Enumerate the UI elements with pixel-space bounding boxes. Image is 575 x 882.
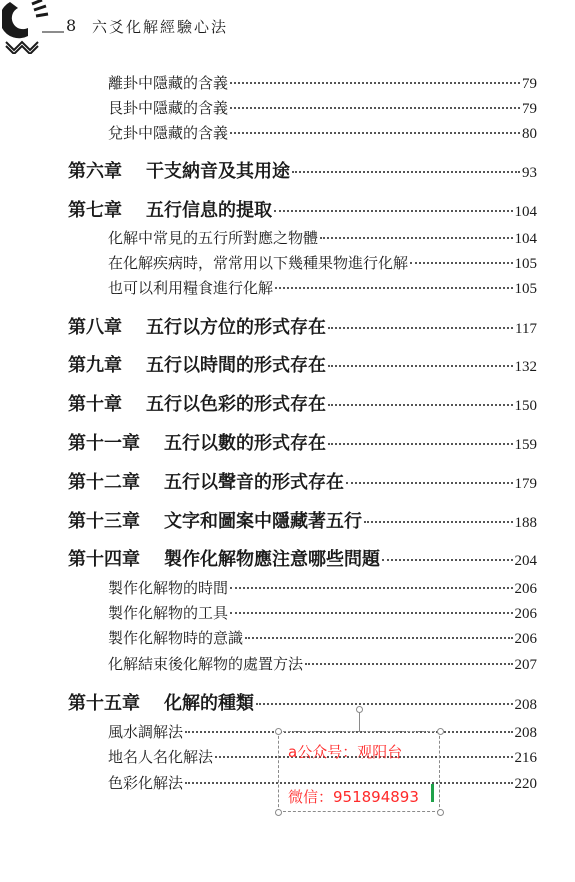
leader-dots [230,131,520,134]
chapter-number: 第六章 [68,161,122,182]
rotation-handle[interactable] [356,706,363,713]
toc-page-number: 206 [514,631,537,647]
watermark-account-text[interactable]: a公众号：观阳台 [288,743,403,761]
toc-page-number: 93 [522,165,537,181]
toc-chapter [68,313,537,339]
toc-entry-title: 化解中常見的五行所對應之物體 [108,229,319,247]
leader-dots [305,662,512,665]
resize-handle-bottom-right[interactable] [437,809,444,816]
toc-page-number: 117 [515,321,537,337]
toc-page-number: 207 [514,657,537,673]
toc-page-number: 79 [522,76,537,92]
toc-chapter [68,545,537,571]
chapter-number: 第七章 [68,200,122,221]
toc-page-number: 206 [514,581,537,597]
toc-chapter [68,429,537,455]
toc-chapter [68,507,537,533]
toc-entry [108,277,537,298]
leader-dots [328,442,513,445]
toc-entry [108,227,537,248]
leader-dots [256,702,513,705]
toc-page-number: 206 [514,606,537,622]
toc-chapter [68,157,537,183]
toc-chapter [68,390,537,416]
chapter-number: 第十章 [68,394,122,415]
chapter-title: 五行以色彩的形式存在 [146,394,326,415]
toc-entry [108,653,537,674]
toc-page-number: 204 [514,553,537,569]
chapter-title: 五行以時間的形式存在 [146,355,326,376]
toc-page-number: 188 [514,515,537,531]
toc-page-number: 208 [514,697,537,713]
toc-chapter [68,351,537,377]
toc-page-number: 159 [514,437,537,453]
leader-dots [328,364,513,367]
leader-dots [320,236,512,239]
text-caret [431,784,434,802]
leader-dots [230,611,512,614]
toc-entry-title: 兌卦中隱藏的含義 [108,124,229,142]
rotation-handle-line [359,712,360,731]
toc-entry-title: 地名人名化解法 [108,748,214,766]
toc-entry-title: 也可以利用糧食進行化解 [108,279,274,297]
chapter-title: 製作化解物應注意哪些問題 [164,549,380,570]
chapter-number: 第九章 [68,355,122,376]
toc-entry [108,122,537,143]
toc-page-number: 104 [514,231,537,247]
toc-entry [108,97,537,118]
toc-entry [108,577,537,598]
page-number: 8 [66,16,77,35]
chapter-number: 第十四章 [68,549,140,570]
chapter-number: 第十一章 [68,433,140,454]
toc-page-number: 79 [522,101,537,117]
running-title: 六爻化解經驗心法 [92,18,229,36]
watermark-wechat-text[interactable]: 微信：951894893 [288,788,419,806]
leader-dots [292,170,520,173]
toc-entry [108,627,537,648]
toc-chapter [68,468,537,494]
toc-entry-title: 製作化解物的工具 [108,604,229,622]
chapter-number: 第十二章 [68,472,140,493]
toc-entry [108,72,537,93]
toc-page-number: 104 [514,204,537,220]
leader-dots [230,106,520,109]
resize-handle-top-left[interactable] [275,728,282,735]
leader-dots [410,261,512,264]
chapter-title: 文字和圖案中隱藏著五行 [164,511,362,532]
toc-page-number: 220 [514,776,537,792]
toc-chapter [68,196,537,222]
toc-page-number: 208 [514,725,537,741]
leader-dots [230,81,520,84]
chapter-number: 第十三章 [68,511,140,532]
toc-page-number: 80 [522,126,537,142]
toc-entry [108,602,537,623]
toc-page-number: 216 [514,750,537,766]
chapter-number: 第八章 [68,317,122,338]
chapter-title: 五行以方位的形式存在 [146,317,326,338]
leader-dots [275,286,512,289]
resize-handle-bottom-left[interactable] [275,809,282,816]
toc-entry-title: 風水調解法 [108,723,184,741]
leader-dots [328,403,513,406]
toc-page-number: 179 [514,476,537,492]
chapter-number: 第十五章 [68,693,140,714]
leader-dots [364,520,513,523]
toc-entry [108,252,537,273]
leader-dots [328,326,513,329]
toc-entry-title: 色彩化解法 [108,774,184,792]
toc-entry-title: 艮卦中隱藏的含義 [108,99,229,117]
toc-entry-title: 製作化解物時的意識 [108,629,244,647]
leader-dots [245,636,512,639]
toc-page-number: 105 [514,256,537,272]
toc-entry-title: 製作化解物的時間 [108,579,229,597]
toc-page-number: 105 [514,281,537,297]
toc-entry-title: 離卦中隱藏的含義 [108,74,229,92]
leader-dots [346,481,513,484]
chapter-title: 五行以聲音的形式存在 [164,472,344,493]
resize-handle-top-right[interactable] [437,728,444,735]
toc-entry-title: 化解結束後化解物的處置方法 [108,655,304,673]
chapter-title: 化解的種類 [164,693,254,714]
chapter-title: 五行信息的提取 [146,200,272,221]
chapter-title: 五行以數的形式存在 [164,433,326,454]
toc-entry-title: 在化解疾病時，常常用以下幾種果物進行化解 [108,254,409,272]
toc-page-number: 150 [514,398,537,414]
leader-dots [382,558,513,561]
toc-chapter [68,689,537,715]
chapter-title: 干支納音及其用途 [146,161,290,182]
leader-dots [274,209,513,212]
toc-page-number: 132 [514,359,537,375]
leader-dots [230,586,512,589]
